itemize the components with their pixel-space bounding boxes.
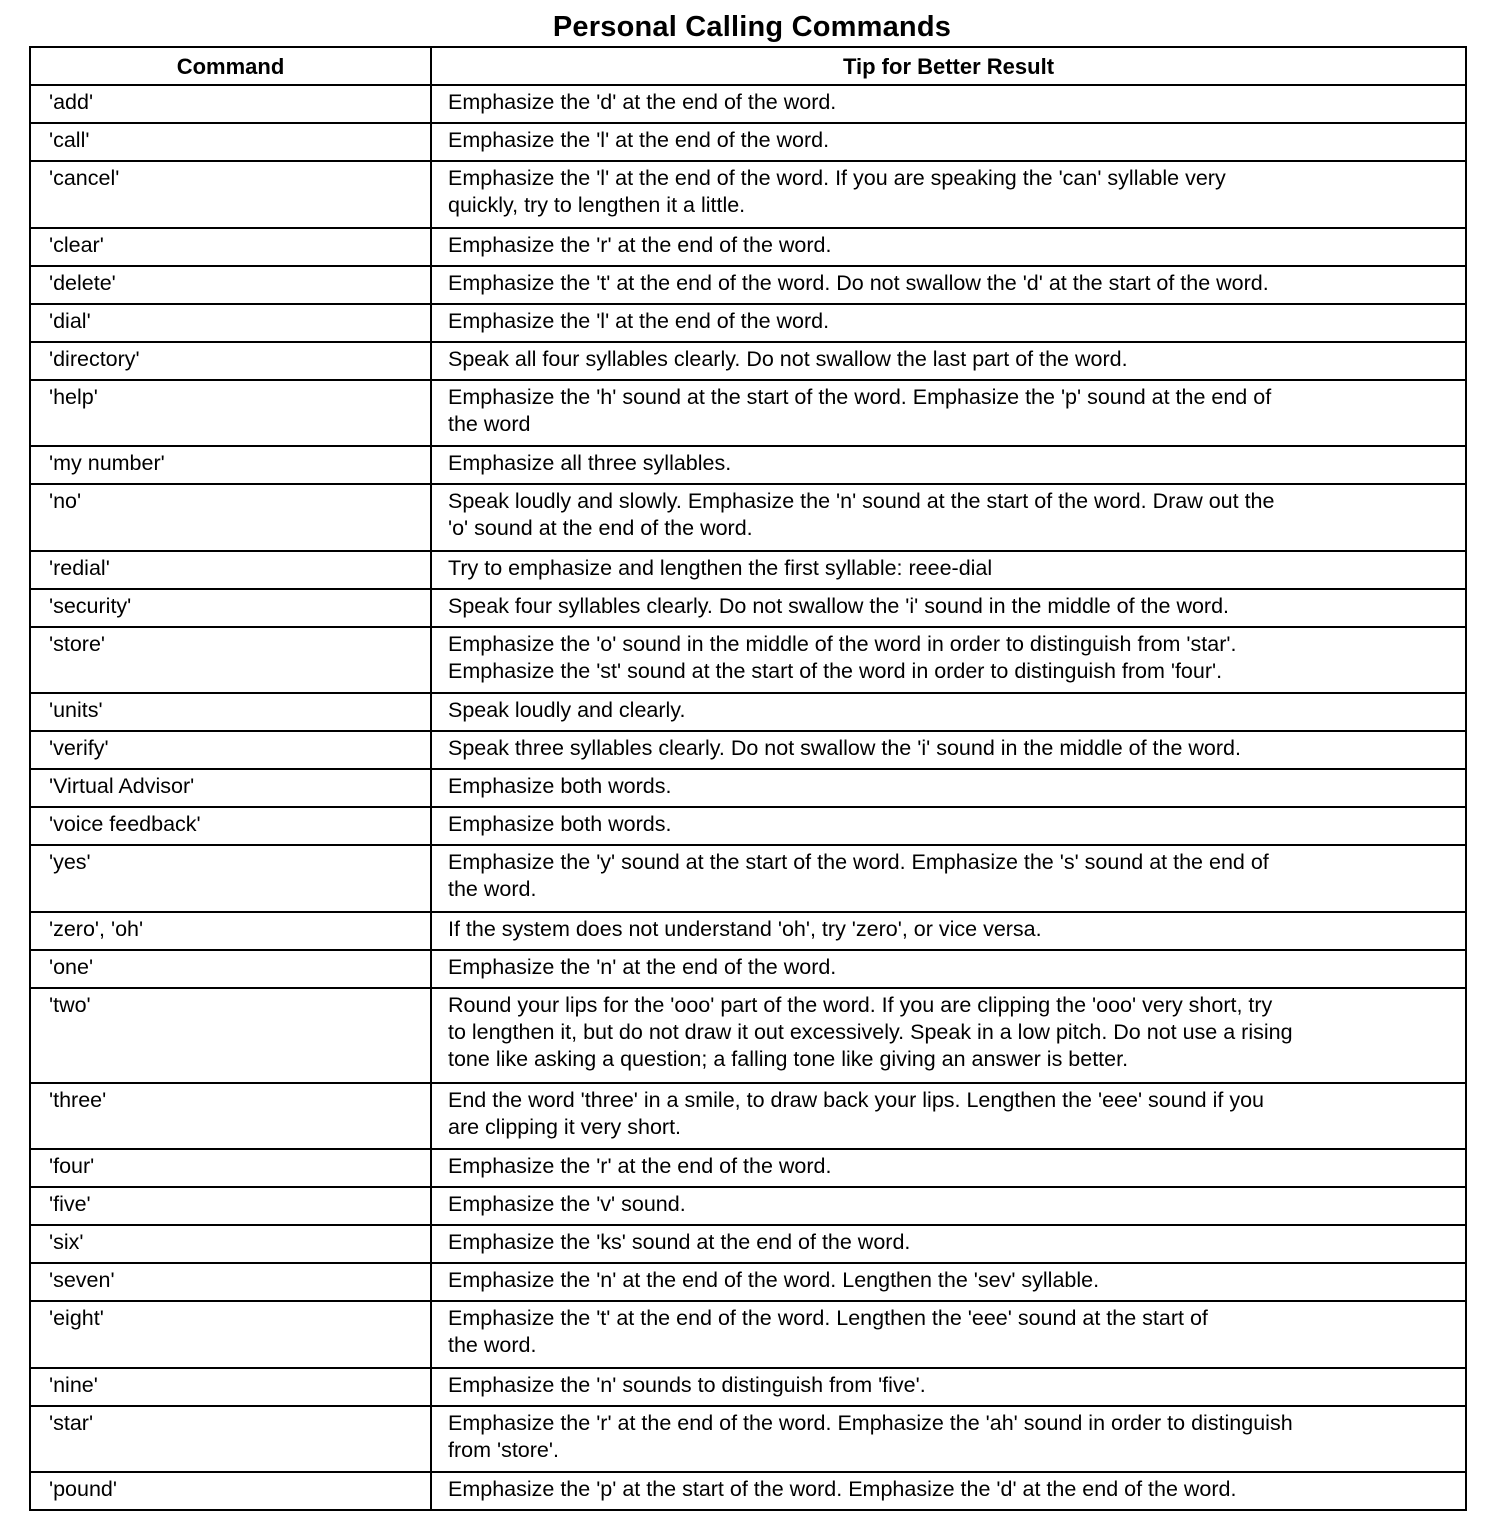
tip-cell xyxy=(431,1187,1466,1225)
table-row xyxy=(30,123,1466,161)
tip-cell xyxy=(431,693,1466,731)
tip-cell xyxy=(431,484,1466,551)
tip-text: Emphasize both words. xyxy=(448,774,672,798)
table-row xyxy=(30,1225,1466,1263)
tip-text: Emphasize both words. xyxy=(448,812,672,836)
column-header-tip: Tip for Better Result xyxy=(431,47,1466,85)
tip-text: Speak loudly and slowly. Emphasize the 'n' sound at the start of the word. Draw out the 'o' sound at the end of the word. xyxy=(448,489,1275,540)
command-cell xyxy=(30,446,431,484)
table-row xyxy=(30,950,1466,988)
table-row xyxy=(30,1368,1466,1406)
command-text: 'two' xyxy=(49,992,91,1017)
command-cell xyxy=(30,627,431,694)
tip-cell xyxy=(431,912,1466,950)
command-cell xyxy=(30,1301,431,1368)
table-row xyxy=(30,342,1466,380)
tip-cell xyxy=(431,161,1466,228)
command-cell xyxy=(30,228,431,266)
tip-text: Emphasize the 'n' sounds to distinguish from 'five'. xyxy=(448,1372,926,1397)
table-row xyxy=(30,988,1466,1083)
command-text: 'eight' xyxy=(49,1306,104,1330)
tip-text: Emphasize all three syllables. xyxy=(448,451,732,475)
tip-text: Emphasize the 'y' sound at the start of the word. Emphasize the 's' sound at the end of the word. xyxy=(448,850,1269,901)
tip-text: Emphasize the 'l' at the end of the word. xyxy=(448,308,830,333)
page-title: Personal Calling Commands xyxy=(552,11,952,43)
tip-cell xyxy=(431,1301,1466,1368)
table-row xyxy=(30,1263,1466,1301)
tip-text: Speak all four syllables clearly. Do not swallow the last part of the word. xyxy=(448,346,1128,371)
table-row xyxy=(30,1187,1466,1225)
tip-text: Speak four syllables clearly. Do not swallow the 'i' sound in the middle of the word. xyxy=(448,593,1230,618)
command-cell xyxy=(30,731,431,769)
table-row xyxy=(30,589,1466,627)
tip-text: Emphasize the 't' at the end of the word. Lengthen the 'eee' sound at the start of the word. xyxy=(448,1306,1208,1357)
tip-text: Emphasize the 'l' at the end of the word. If you are speaking the 'can' syllable very quickly, try to lengthen it a little. xyxy=(448,166,1226,217)
command-cell xyxy=(30,807,431,845)
table-row xyxy=(30,627,1466,694)
tip-cell xyxy=(431,1149,1466,1187)
tip-text: Speak loudly and clearly. xyxy=(448,698,686,722)
command-cell xyxy=(30,1187,431,1225)
tip-cell xyxy=(431,988,1466,1083)
command-text: 'security' xyxy=(49,593,132,618)
tip-cell xyxy=(431,1406,1466,1473)
command-cell xyxy=(30,1083,431,1150)
tip-cell xyxy=(431,228,1466,266)
table-row xyxy=(30,1083,1466,1150)
tip-cell xyxy=(431,1472,1466,1510)
tip-cell xyxy=(431,807,1466,845)
tip-cell xyxy=(431,1368,1466,1406)
table-row xyxy=(30,161,1466,228)
tip-text: If the system does not understand 'oh', try 'zero', or vice versa. xyxy=(448,916,1042,941)
command-cell xyxy=(30,551,431,589)
table-row xyxy=(30,807,1466,845)
tip-cell xyxy=(431,845,1466,912)
command-cell xyxy=(30,950,431,988)
tip-cell xyxy=(431,950,1466,988)
tip-cell xyxy=(431,589,1466,627)
command-text: 'nine' xyxy=(49,1372,98,1397)
table-row xyxy=(30,731,1466,769)
tip-cell xyxy=(431,85,1466,123)
tip-text: Emphasize the 'ks' sound at the end of the word. xyxy=(448,1230,911,1254)
command-text: 'one' xyxy=(49,954,94,979)
table-row xyxy=(30,769,1466,807)
command-cell xyxy=(30,845,431,912)
tip-text: Emphasize the 'n' at the end of the word. xyxy=(448,954,837,979)
tip-cell xyxy=(431,342,1466,380)
command-text: 'three' xyxy=(49,1087,107,1112)
command-text: 'units' xyxy=(49,698,103,722)
tip-text: Emphasize the 'n' at the end of the word. Lengthen the 'sev' syllable. xyxy=(448,1268,1100,1292)
command-text: 'star' xyxy=(49,1410,94,1435)
table-row xyxy=(30,1301,1466,1368)
command-cell xyxy=(30,484,431,551)
tip-text: Emphasize the 'l' at the end of the word. xyxy=(448,128,830,152)
tip-text: Try to emphasize and lengthen the first syllable: reee-dial xyxy=(448,555,993,580)
command-cell xyxy=(30,1368,431,1406)
command-cell xyxy=(30,161,431,228)
command-cell xyxy=(30,266,431,304)
table-row xyxy=(30,845,1466,912)
command-text: 'clear' xyxy=(49,232,104,257)
table-row xyxy=(30,693,1466,731)
table-row xyxy=(30,1406,1466,1473)
tip-cell xyxy=(431,1263,1466,1301)
command-cell xyxy=(30,85,431,123)
command-cell xyxy=(30,380,431,447)
tip-cell xyxy=(431,266,1466,304)
table-row xyxy=(30,85,1466,123)
tip-text: Emphasize the 'r' at the end of the word. xyxy=(448,1154,832,1178)
command-text: 'cancel' xyxy=(49,166,120,190)
tip-cell xyxy=(431,446,1466,484)
commands-table xyxy=(29,46,1467,1511)
command-text: 'Virtual Advisor' xyxy=(49,774,195,798)
command-cell xyxy=(30,1225,431,1263)
command-cell xyxy=(30,693,431,731)
table-row xyxy=(30,266,1466,304)
command-cell xyxy=(30,988,431,1083)
tip-text: Emphasize the 'o' sound in the middle of the word in order to distinguish from 'star'. Emphasize the 'st' sound at the start of the word in order to distinguish from 'four'. xyxy=(448,631,1237,683)
tip-cell xyxy=(431,1225,1466,1263)
command-text: 'no' xyxy=(49,489,82,513)
tip-cell xyxy=(431,380,1466,447)
command-text: 'zero', 'oh' xyxy=(49,916,144,941)
tip-cell xyxy=(431,123,1466,161)
command-text: 'call' xyxy=(49,128,90,152)
table-row xyxy=(30,912,1466,950)
command-cell xyxy=(30,589,431,627)
table-row xyxy=(30,1472,1466,1510)
command-cell xyxy=(30,1406,431,1473)
tip-text: Emphasize the 'h' sound at the start of the word. Emphasize the 'p' sound at the end of the word xyxy=(448,384,1272,436)
tip-text: Emphasize the 'r' at the end of the word. xyxy=(448,232,832,257)
tip-cell xyxy=(431,731,1466,769)
tip-cell xyxy=(431,304,1466,342)
table-row xyxy=(30,304,1466,342)
tip-text: Round your lips for the 'ooo' part of the word. If you are clipping the 'ooo' very short, try to lengthen it, but do not draw it out excessively. Speak in a low pitch. Do not use a rising tone like asking a question; a falling tone like giving an answer is better. xyxy=(448,992,1293,1071)
command-text: 'help' xyxy=(49,384,98,409)
command-text: 'store' xyxy=(49,631,106,656)
command-cell xyxy=(30,769,431,807)
command-text: 'directory' xyxy=(49,346,140,371)
command-text: 'redial' xyxy=(49,555,110,580)
command-text: 'four' xyxy=(49,1154,95,1178)
command-text: 'pound' xyxy=(49,1477,117,1501)
tip-text: End the word 'three' in a smile, to draw back your lips. Lengthen the 'eee' sound if you are clipping it very short. xyxy=(448,1087,1264,1139)
column-header-command: Command xyxy=(30,47,431,85)
table-row xyxy=(30,551,1466,589)
command-text: 'voice feedback' xyxy=(49,812,201,836)
command-cell xyxy=(30,1263,431,1301)
command-cell xyxy=(30,342,431,380)
table-row xyxy=(30,484,1466,551)
table-body xyxy=(30,85,1466,1510)
command-cell xyxy=(30,1472,431,1510)
tip-text: Emphasize the 'p' at the start of the word. Emphasize the 'd' at the end of the word. xyxy=(448,1477,1237,1501)
command-text: 'five' xyxy=(49,1192,91,1216)
tip-text: Speak three syllables clearly. Do not swallow the 'i' sound in the middle of the word. xyxy=(448,736,1241,760)
tip-text: Emphasize the 'r' at the end of the word. Emphasize the 'ah' sound in order to distinguish from 'store'. xyxy=(448,1410,1293,1462)
tip-cell xyxy=(431,1083,1466,1150)
table-row xyxy=(30,228,1466,266)
table-row xyxy=(30,380,1466,447)
command-text: 'delete' xyxy=(49,270,116,295)
tip-cell xyxy=(431,769,1466,807)
command-text: 'six' xyxy=(49,1230,84,1254)
command-text: 'verify' xyxy=(49,736,109,760)
command-cell xyxy=(30,304,431,342)
tip-text: Emphasize the 't' at the end of the word. Do not swallow the 'd' at the start of the word. xyxy=(448,270,1269,295)
command-text: 'my number' xyxy=(49,451,165,475)
command-cell xyxy=(30,123,431,161)
table-row xyxy=(30,1149,1466,1187)
table-header-row xyxy=(30,47,1466,85)
tip-text: Emphasize the 'd' at the end of the word. xyxy=(448,90,837,114)
command-text: 'yes' xyxy=(49,850,91,874)
command-cell xyxy=(30,1149,431,1187)
table-row xyxy=(30,446,1466,484)
command-cell xyxy=(30,912,431,950)
tip-cell xyxy=(431,627,1466,694)
command-text: 'seven' xyxy=(49,1268,115,1292)
command-text: 'add' xyxy=(49,90,94,114)
command-text: 'dial' xyxy=(49,308,91,333)
tip-cell xyxy=(431,551,1466,589)
tip-text: Emphasize the 'v' sound. xyxy=(448,1192,686,1216)
